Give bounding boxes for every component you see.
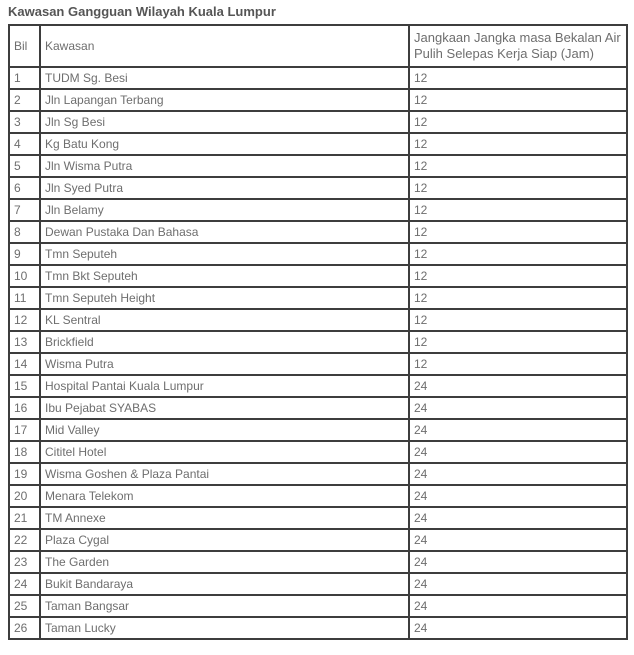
cell-jam: 12 [409,243,627,265]
cell-bil: 26 [9,617,40,639]
cell-kawasan: TM Annexe [40,507,409,529]
cell-kawasan: Hospital Pantai Kuala Lumpur [40,375,409,397]
cell-jam: 12 [409,111,627,133]
cell-kawasan: Tmn Bkt Seputeh [40,265,409,287]
cell-bil: 17 [9,419,40,441]
cell-jam: 12 [409,155,627,177]
cell-kawasan: Taman Lucky [40,617,409,639]
cell-kawasan: Ibu Pejabat SYABAS [40,397,409,419]
table-row [9,375,627,397]
cell-bil: 15 [9,375,40,397]
table-row [9,397,627,419]
cell-kawasan: The Garden [40,551,409,573]
cell-jam: 12 [409,287,627,309]
table-row [9,111,627,133]
cell-bil: 24 [9,573,40,595]
table-row [9,265,627,287]
cell-jam: 12 [409,309,627,331]
table-row [9,287,627,309]
cell-kawasan: Bukit Bandaraya [40,573,409,595]
cell-kawasan: Jln Sg Besi [40,111,409,133]
page-title: Kawasan Gangguan Wilayah Kuala Lumpur [8,4,276,19]
table-row [9,617,627,639]
table-header-row [9,25,627,67]
cell-kawasan: Jln Syed Putra [40,177,409,199]
column-header-jangkaan-jam: Jangkaan Jangka masa Bekalan Air Pulih Selepas Kerja Siap (Jam) [409,25,627,67]
table-row [9,529,627,551]
disruption-areas-table [8,24,628,640]
table-row [9,485,627,507]
table-row [9,573,627,595]
cell-kawasan: Menara Telekom [40,485,409,507]
cell-bil: 14 [9,353,40,375]
cell-kawasan: Wisma Goshen & Plaza Pantai [40,463,409,485]
cell-kawasan: Jln Wisma Putra [40,155,409,177]
cell-jam: 24 [409,507,627,529]
column-header-bil: Bil [9,25,40,67]
cell-jam: 12 [409,353,627,375]
cell-bil: 23 [9,551,40,573]
cell-bil: 3 [9,111,40,133]
cell-bil: 8 [9,221,40,243]
cell-kawasan: Taman Bangsar [40,595,409,617]
cell-bil: 4 [9,133,40,155]
cell-kawasan: Plaza Cygal [40,529,409,551]
cell-bil: 12 [9,309,40,331]
cell-jam: 12 [409,133,627,155]
cell-jam: 24 [409,397,627,419]
table-row [9,507,627,529]
cell-jam: 24 [409,419,627,441]
cell-kawasan: Jln Lapangan Terbang [40,89,409,111]
table-row [9,133,627,155]
cell-jam: 24 [409,485,627,507]
table-body [9,67,627,639]
cell-bil: 1 [9,67,40,89]
cell-kawasan: Tmn Seputeh [40,243,409,265]
cell-jam: 24 [409,595,627,617]
cell-bil: 18 [9,441,40,463]
cell-kawasan: Brickfield [40,331,409,353]
cell-bil: 16 [9,397,40,419]
table-row [9,221,627,243]
cell-jam: 24 [409,375,627,397]
cell-bil: 10 [9,265,40,287]
cell-kawasan: TUDM Sg. Besi [40,67,409,89]
table-row [9,595,627,617]
cell-bil: 6 [9,177,40,199]
cell-jam: 12 [409,331,627,353]
cell-bil: 22 [9,529,40,551]
table-row [9,155,627,177]
cell-bil: 25 [9,595,40,617]
cell-bil: 19 [9,463,40,485]
table-row [9,89,627,111]
cell-jam: 12 [409,221,627,243]
cell-jam: 24 [409,573,627,595]
cell-jam: 24 [409,463,627,485]
cell-bil: 13 [9,331,40,353]
cell-bil: 20 [9,485,40,507]
cell-jam: 24 [409,441,627,463]
cell-jam: 12 [409,199,627,221]
table-row [9,199,627,221]
cell-bil: 7 [9,199,40,221]
cell-bil: 5 [9,155,40,177]
cell-kawasan: Dewan Pustaka Dan Bahasa [40,221,409,243]
table-row [9,463,627,485]
table-row [9,353,627,375]
cell-kawasan: Jln Belamy [40,199,409,221]
cell-bil: 9 [9,243,40,265]
cell-kawasan: Cititel Hotel [40,441,409,463]
cell-kawasan: Mid Valley [40,419,409,441]
cell-jam: 12 [409,67,627,89]
cell-bil: 2 [9,89,40,111]
cell-jam: 12 [409,177,627,199]
table-row [9,419,627,441]
cell-bil: 11 [9,287,40,309]
table-row [9,243,627,265]
table-row [9,309,627,331]
cell-kawasan: Kg Batu Kong [40,133,409,155]
table-row [9,441,627,463]
cell-jam: 12 [409,89,627,111]
cell-jam: 12 [409,265,627,287]
table-row [9,177,627,199]
table-row [9,67,627,89]
cell-kawasan: KL Sentral [40,309,409,331]
cell-jam: 24 [409,529,627,551]
table-row [9,551,627,573]
cell-jam: 24 [409,617,627,639]
column-header-kawasan: Kawasan [40,25,409,67]
table-row [9,331,627,353]
cell-kawasan: Tmn Seputeh Height [40,287,409,309]
cell-jam: 24 [409,551,627,573]
cell-bil: 21 [9,507,40,529]
cell-kawasan: Wisma Putra [40,353,409,375]
